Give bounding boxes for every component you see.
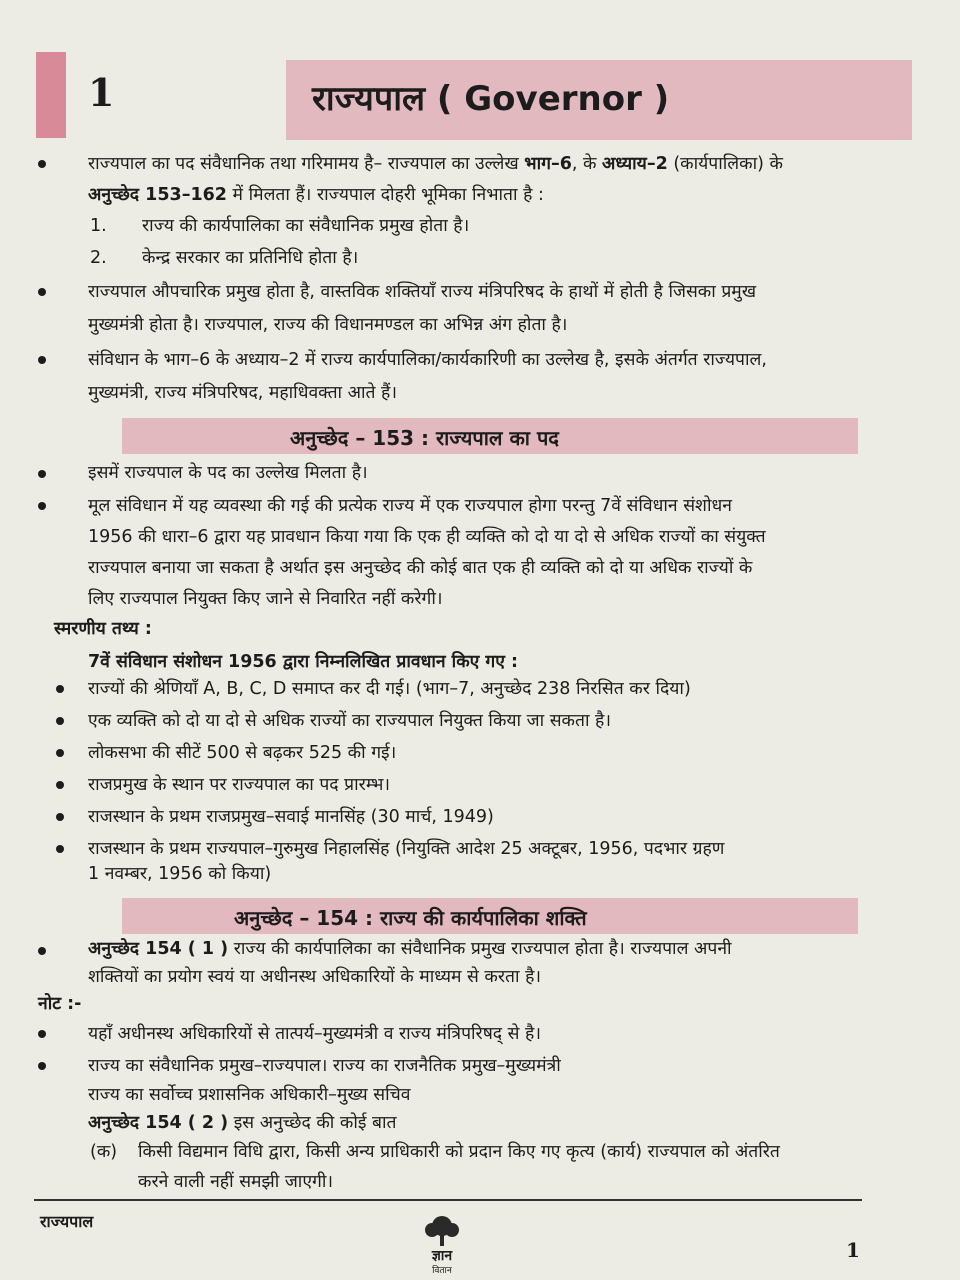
note-point-2-line-2: राज्य का सर्वोच्च प्रशासनिक अधिकारी–मुख्य सचिव (88, 1085, 411, 1105)
role-1-number: 1. (90, 216, 107, 236)
intro-para-2-line-1: राज्यपाल औपचारिक प्रमुख होता है, वास्तविक शक्तियाँ राज्य मंत्रिपरिषद के हाथों में होती है जिसका प्रमुख (88, 282, 757, 302)
chapter-header (36, 52, 912, 138)
article-153-para-line-2: 1956 की धारा–6 द्वारा यह प्रावधान किया गया कि एक ही व्यक्ति को दो या दो से अधिक राज्यों का संयुक्त (88, 527, 766, 547)
amendment-point: लोकसभा की सीटें 500 से बढ़कर 525 की गई। (88, 743, 397, 763)
amendment-point: एक व्यक्ति को दो या दो से अधिक राज्यों का राज्यपाल नियुक्त किया जा सकता है। (88, 711, 611, 731)
amendment-point: राजस्थान के प्रथम राजप्रमुख–सवाई मानसिंह (30 मार्च, 1949) (88, 807, 494, 827)
note-point-1: यहाँ अधीनस्थ अधिकारियों से तात्पर्य–मुख्यमंत्री व राज्य मंत्रिपरिषद् से है। (88, 1024, 541, 1044)
logo-word-top: ज्ञान (431, 1248, 453, 1264)
bullet-icon (56, 845, 64, 853)
facts-label: स्मरणीय तथ्य : (54, 619, 152, 639)
amendment-point: राज्यों की श्रेणियाँ A, B, C, D समाप्त कर दी गई। (भाग–7, अनुच्छेद 238 निरसित कर दिया) (88, 679, 691, 699)
bullet-icon (56, 781, 64, 789)
article-154-2: अनुच्छेद 154 ( 2 ) इस अनुच्छेद की कोई बात (88, 1113, 397, 1133)
bullet-icon (56, 685, 64, 693)
bullet-icon (38, 470, 46, 478)
intro-para-2-line-2: मुख्यमंत्री होता है। राज्यपाल, राज्य की विधानमण्डल का अभिन्न अंग होता है। (88, 315, 568, 335)
tree-icon (418, 1214, 466, 1276)
article-153-para-line-4: लिए राज्यपाल नियुक्त किए जाने से निवारित नहीं करेगी। (88, 589, 443, 609)
bullet-icon (38, 1030, 46, 1038)
note-point-2-line-1: राज्य का संवैधानिक प्रमुख–राज्यपाल। राज्य का राजनैतिक प्रमुख–मुख्यमंत्री (88, 1056, 561, 1076)
article-153-para-line-1: मूल संविधान में यह व्यवस्था की गई की प्रत्येक राज्य में एक राज्यपाल होगा परन्तु 7वें संविधान संशोधन (88, 496, 732, 516)
bullet-icon (38, 947, 46, 955)
article-153-point-1: इसमें राज्यपाल के पद का उल्लेख मिलता है। (88, 463, 368, 483)
amendment-point-last-line-1: राजस्थान के प्रथम राज्यपाल–गुरुमुख निहालसिंह (नियुक्ति आदेश 25 अक्टूबर, 1956, पदभार ग्रहण (88, 839, 725, 859)
clause-ka-line-2: करने वाली नहीं समझी जाएगी। (138, 1172, 334, 1192)
article-153-heading: अनुच्छेद – 153 : राज्यपाल का पद (290, 426, 559, 450)
logo-word-bottom: वितान (432, 1266, 452, 1276)
intro-para-1-line-1: राज्यपाल का पद संवैधानिक तथा गरिमामय है– राज्यपाल का उल्लेख भाग–6, के अध्याय–2 (कार्यपालिका) के (88, 154, 783, 174)
chapter-title: राज्यपाल ( Governor ) (312, 79, 670, 119)
bullet-icon (56, 717, 64, 725)
publisher-logo (418, 1214, 466, 1276)
article-154-heading: अनुच्छेद – 154 : राज्य की कार्यपालिका शक्ति (234, 906, 587, 930)
article-154-1-line-1: अनुच्छेद 154 ( 1 ) राज्य की कार्यपालिका का संवैधानिक प्रमुख राज्यपाल होता है। राज्यपाल अपनी (88, 939, 732, 959)
bullet-icon (38, 160, 46, 168)
role-2-text: केन्द्र सरकार का प्रतिनिधि होता है। (142, 248, 359, 268)
role-2-number: 2. (90, 248, 107, 268)
page-number: 1 (846, 1238, 860, 1262)
article-153-para-line-3: राज्यपाल बनाया जा सकता है अर्थात इस अनुच्छेद की कोई बात एक ही व्यक्ति को दो या अधिक राज्यों के (88, 558, 753, 578)
footer-book-title: राज्यपाल (40, 1212, 94, 1231)
role-1-text: राज्य की कार्यपालिका का संवैधानिक प्रमुख होता है। (142, 216, 470, 236)
intro-para-3-line-2: मुख्यमंत्री, राज्य मंत्रिपरिषद, महाधिवक्ता आते हैं। (88, 383, 397, 403)
note-label: नोट :- (38, 994, 82, 1014)
bullet-icon (38, 1062, 46, 1070)
clause-ka-line-1: किसी विद्यमान विधि द्वारा, किसी अन्य प्राधिकारी को प्रदान किए गए कृत्य (कार्य) राज्यपाल को अंतरित (138, 1142, 780, 1162)
bullet-icon (38, 288, 46, 296)
bullet-icon (56, 749, 64, 757)
bullet-icon (56, 813, 64, 821)
article-154-1-line-2: शक्तियों का प्रयोग स्वयं या अधीनस्थ अधिकारियों के माध्यम से करता है। (88, 967, 542, 987)
bullet-icon (38, 502, 46, 510)
chapter-number-box (36, 52, 66, 138)
intro-para-1-line-2: अनुच्छेद 153–162 में मिलता हैं। राज्यपाल दोहरी भूमिका निभाता है : (88, 185, 544, 205)
amendment-point: राजप्रमुख के स्थान पर राज्यपाल का पद प्रारम्भ। (88, 775, 390, 795)
footer-rule (34, 1199, 862, 1201)
amendment-heading: 7वें संविधान संशोधन 1956 द्वारा निम्नलिखित प्रावधान किए गए : (88, 652, 519, 672)
bullet-icon (38, 356, 46, 364)
intro-para-3-line-1: संविधान के भाग–6 के अध्याय–2 में राज्य कार्यपालिका/कार्यकारिणी का उल्लेख है, इसके अंतर्गत राज्यपाल, (88, 350, 767, 370)
chapter-number: 1 (88, 70, 115, 115)
amendment-point-last-line-2: 1 नवम्बर, 1956 को किया) (88, 864, 272, 884)
clause-ka-label: (क) (90, 1142, 118, 1162)
